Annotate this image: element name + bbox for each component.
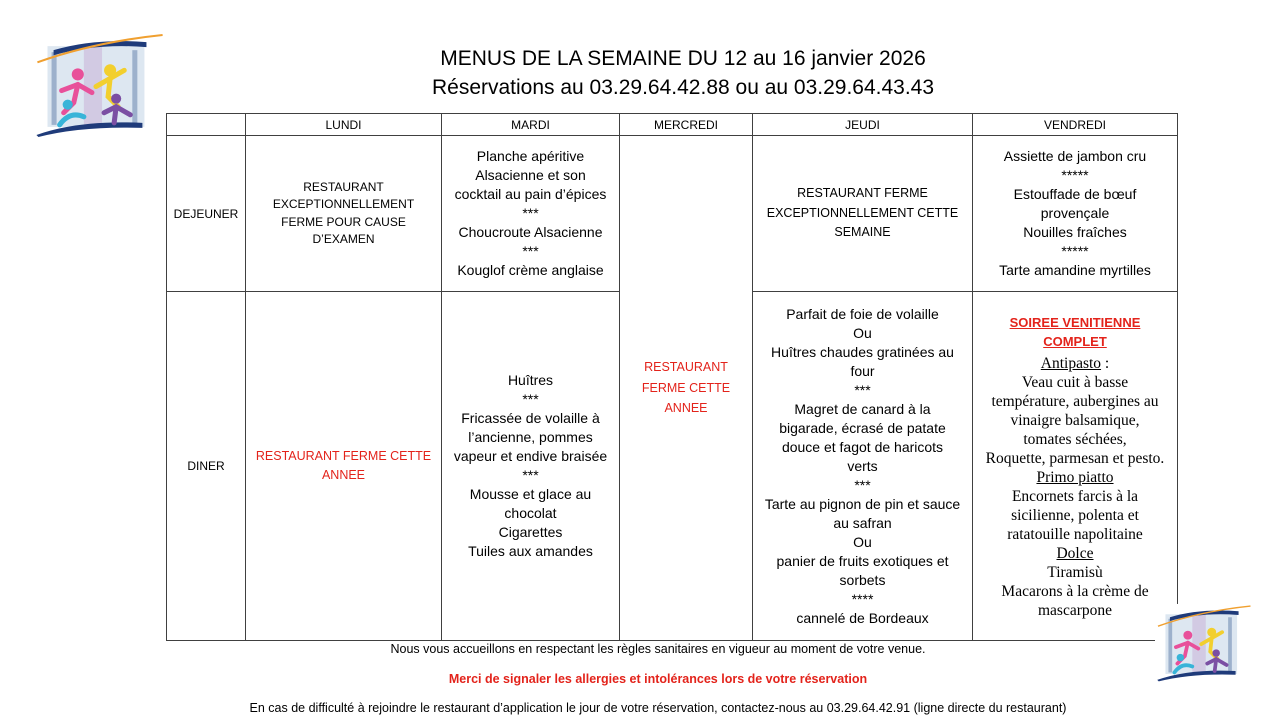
menu-line: Magret de canard à la xyxy=(794,400,931,417)
menu-line: Tarte amandine myrtilles xyxy=(999,262,1151,278)
menu-line: Encornets farcis à la xyxy=(1011,487,1139,505)
dejeuner-row xyxy=(167,136,1178,292)
menu-separator: *** xyxy=(522,467,539,483)
menu-line: Fricassée de volaille à xyxy=(461,410,600,426)
menu-line: SEMAINE xyxy=(834,225,891,240)
vendredi-dejeuner-cell xyxy=(973,136,1178,292)
course-heading-dolce xyxy=(977,544,1173,563)
mardi-diner-cell xyxy=(442,292,620,641)
course-title: Dolce xyxy=(1056,544,1094,562)
closed-notice-line: RESTAURANT xyxy=(644,360,728,375)
course-colon: : xyxy=(1101,354,1110,372)
closed-notice-line: ANNEE xyxy=(321,468,366,482)
menu-separator: ***** xyxy=(1061,167,1089,183)
menu-line: Macarons à la crème de xyxy=(1001,582,1149,600)
allergy-notice: Merci de signaler les allergies et intolérances lors de votre réservation xyxy=(448,672,868,686)
menu-line: Planche apéritive xyxy=(476,148,585,164)
course-heading-antipasto xyxy=(977,354,1173,373)
menu-separator: *** xyxy=(854,476,871,493)
menu-line: Kouglof crème anglaise xyxy=(457,262,604,278)
jeudi-diner-cell xyxy=(753,292,973,641)
menu-separator: *** xyxy=(522,243,539,259)
menu-line: EXCEPTIONNELLEMENT xyxy=(272,197,415,211)
page-title xyxy=(383,44,983,102)
menu-line: cocktail au pain d’épices xyxy=(454,186,607,202)
event-title-line: SOIREE VENITIENNE xyxy=(1009,314,1141,330)
menu-line: Roquette, parmesan et pesto. xyxy=(985,449,1165,467)
menu-line: verts xyxy=(847,457,878,474)
course-title: Antipasto xyxy=(1040,354,1102,372)
event-status-line: COMPLET xyxy=(1043,333,1107,349)
menu-line: température, aubergines au xyxy=(991,392,1159,410)
menu-line: Mousse et glace au xyxy=(469,486,592,502)
menu-line: Alsacienne et son xyxy=(475,167,586,183)
menu-separator: *** xyxy=(854,381,871,398)
menu-line: Tuiles aux amandes xyxy=(468,543,593,559)
menu-line: four xyxy=(850,362,875,379)
menu-line: Huîtres chaudes gratinées au xyxy=(771,343,954,360)
menu-line: provençale xyxy=(1040,205,1110,221)
menu-line: douce et fagot de haricots xyxy=(781,438,944,455)
menu-separator: *** xyxy=(522,391,539,407)
corner-cell xyxy=(167,114,246,136)
menu-line: Ou xyxy=(853,324,872,341)
lundi-diner-cell xyxy=(246,292,442,641)
day-header-mercredi: MERCREDI xyxy=(620,114,753,136)
day-header-mardi: MARDI xyxy=(442,114,620,136)
jeudi-dejeuner-cell xyxy=(753,136,973,292)
menu-line: tomates séchées, xyxy=(1023,430,1127,448)
lundi-dejeuner-cell xyxy=(246,136,442,292)
menu-line: l’ancienne, pommes xyxy=(468,429,593,445)
menu-separator: **** xyxy=(851,590,874,607)
closed-notice-line: FERME CETTE xyxy=(641,380,731,395)
menu-line: Ou xyxy=(853,533,872,550)
menu-line: Estouffade de bœuf xyxy=(1013,186,1137,202)
table-header-row xyxy=(167,114,1178,136)
menu-line: chocolat xyxy=(504,505,557,521)
meal-label-diner: DINER xyxy=(167,292,246,641)
vendredi-diner-cell xyxy=(973,292,1178,641)
menu-line: Tiramisù xyxy=(1047,563,1103,581)
menu-line: Veau cuit à basse xyxy=(1021,373,1129,391)
menu-line: mascarpone xyxy=(1037,601,1113,619)
mardi-dejeuner-cell xyxy=(442,136,620,292)
menu-line: Assiette de jambon cru xyxy=(1003,148,1147,164)
meal-label-dejeuner: DEJEUNER xyxy=(167,136,246,292)
menu-line: cannelé de Bordeaux xyxy=(796,609,929,626)
menu-line: Cigarettes xyxy=(498,524,563,540)
menu-line: vapeur et endive braisée xyxy=(453,448,608,464)
day-header-vendredi: VENDREDI xyxy=(973,114,1178,136)
menu-line: Choucroute Alsacienne xyxy=(458,224,603,240)
menu-line: Huîtres xyxy=(507,372,554,388)
menu-line: Tarte au pignon de pin et sauce xyxy=(764,495,961,512)
day-header-jeudi: JEUDI xyxy=(753,114,973,136)
menu-line: bigarade, écrasé de patate xyxy=(779,419,946,436)
restaurant-logo-icon xyxy=(1155,603,1252,683)
closed-notice-line: ANNEE xyxy=(664,401,708,416)
course-heading-primo xyxy=(977,468,1173,487)
day-header-lundi: LUNDI xyxy=(246,114,442,136)
menu-line: sorbets xyxy=(839,571,886,588)
course-title: Primo piatto xyxy=(1036,468,1114,486)
mercredi-closed-cell xyxy=(620,136,753,641)
menu-table xyxy=(166,113,1178,641)
title-week-line: MENUS DE LA SEMAINE DU 12 au 16 janvier 2026 xyxy=(440,47,926,70)
menu-separator: *** xyxy=(522,205,539,221)
menu-line: sicilienne, polenta et xyxy=(1011,506,1139,524)
menu-separator: ***** xyxy=(1061,243,1089,259)
menu-line: ratatouille napolitaine xyxy=(1007,525,1143,543)
menu-line: EXCEPTIONNELLEMENT CETTE xyxy=(766,205,959,220)
closed-notice-line: RESTAURANT FERME CETTE xyxy=(255,449,432,463)
title-reservation-line: Réservations au 03.29.64.42.88 ou au 03.29.64.43.43 xyxy=(431,76,935,99)
menu-line: vinaigre balsamique, xyxy=(1010,411,1140,429)
menu-line: Parfait de foie de volaille xyxy=(786,305,939,322)
menu-line: au safran xyxy=(833,514,892,531)
menu-line: D’EXAMEN xyxy=(312,232,375,246)
hygiene-notice: Nous vous accueillons en respectant les règles sanitaires en vigueur au moment de votre venue. xyxy=(390,642,926,656)
menu-line: RESTAURANT FERME xyxy=(797,186,928,201)
menu-line: RESTAURANT xyxy=(303,179,384,194)
contact-notice: En cas de difficulté à rejoindre le restaurant d’application le jour de votre réservation, contactez-nous au 03.29.64.42.91 (ligne directe du restaurant) xyxy=(249,701,1067,715)
menu-line: FERME POUR CAUSE xyxy=(281,214,406,229)
menu-line: panier de fruits exotiques et xyxy=(776,552,949,569)
menu-line: Nouilles fraîches xyxy=(1023,224,1127,240)
restaurant-logo-icon xyxy=(33,32,165,138)
